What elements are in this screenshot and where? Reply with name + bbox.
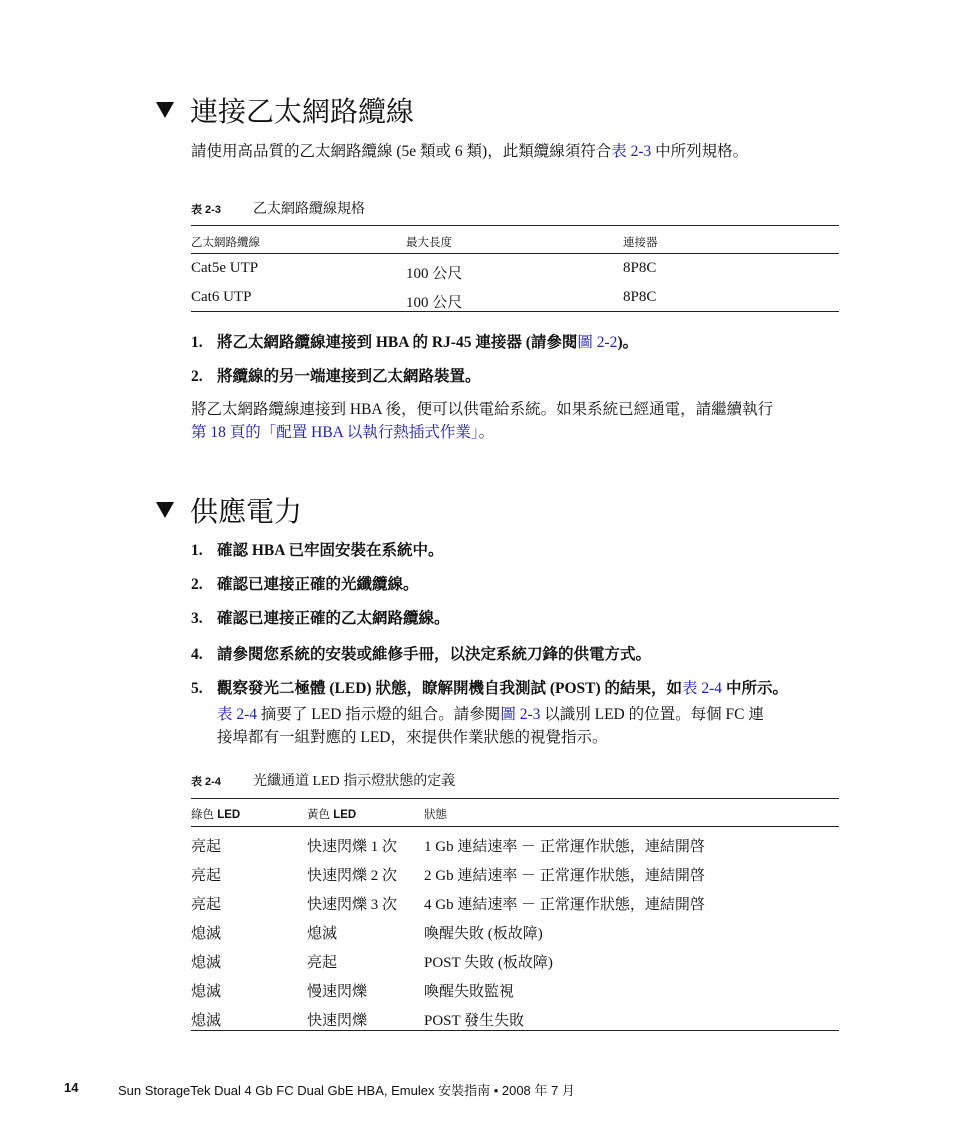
table-cell: 亮起 [307,955,338,971]
table-2-3-link[interactable]: 表 2-3 [611,143,652,160]
table-cell: 熄滅 [191,984,222,1000]
table-cell: 2 Gb 連結速率 － 正常運作狀態，連結開啓 [424,868,705,884]
table-cell: 8P8C [623,260,657,276]
table-caption: 表 2-4 光纖通道 LED 指示燈狀態的定義 [191,774,456,789]
table-header-cell: 乙太網路纜線 [191,237,260,249]
section-heading-power [156,490,302,530]
table-cell: 1 Gb 連結速率 － 正常運作狀態，連結開啓 [424,839,705,855]
table-cell: 熄滅 [307,926,338,942]
section-title: 連接乙太網路纜線 [190,97,415,128]
step-item: 2. 將纜線的另一端連接到乙太網路裝置。 [191,368,481,385]
table-cell: 快速閃爍 1 次 [307,839,398,855]
step-item: 4. 請參閱您系統的安裝或維修手冊，以決定系統刀鋒的供電方式。 [191,646,652,663]
table-cell: 亮起 [191,868,222,884]
triangle-bullet-icon [156,502,174,518]
table-cell: 4 Gb 連結速率 － 正常運作狀態，連結開啓 [424,897,705,913]
table-cell: 快速閃爍 2 次 [307,868,398,884]
step-item: 5. 觀察發光二極體 (LED) 狀態，瞭解開機自我測試 (POST) 的結果，如表 2-4 中所示。 [191,680,788,697]
table-header-rule [191,253,839,254]
table-cell: 100 公尺 [406,266,463,282]
table-cell: 熄滅 [191,955,222,971]
table-cell: 慢速閃爍 [307,984,368,1000]
table-header-cell: 綠色 LED [191,809,241,821]
table-top-rule [191,798,839,799]
step-item: 1. 確認 HBA 已牢固安裝在系統中。 [191,542,444,559]
step-item: 3. 確認已連接正確的乙太網路纜線。 [191,610,450,627]
table-cell: 熄滅 [191,926,222,942]
table-cell: 亮起 [191,839,222,855]
table-cell: 喚醒失敗監視 [424,984,515,1000]
section-intro: 請使用高品質的乙太網路纜線 (5e 類或 6 類)，此類纜線須符合表 2-3 中所列規格。 [191,143,749,160]
step-note: 表 2-4 摘要了 LED 指示燈的組合。請參閱圖 2-3 以識別 LED 的位置。每個 FC 連 接埠都有一組對應的 LED，來提供作業狀態的視覺指示。 [217,706,764,746]
hot-plug-link[interactable]: 第 18 頁的「配置 HBA 以執行熱插式作業」 [191,424,479,441]
page-number: 14 [64,1080,79,1095]
table-cell: POST 發生失敗 [424,1013,525,1029]
figure-2-3-link[interactable]: 圖 2-3 [500,706,541,723]
table-cell: 快速閃爍 [307,1013,368,1029]
table-cell: 亮起 [191,897,222,913]
section-title: 供應電力 [190,497,303,528]
table-cell: POST 失敗 (板故障) [424,955,553,971]
table-cell: Cat6 UTP [191,289,252,305]
step-item: 1. 將乙太網路纜線連接到 HBA 的 RJ-45 連接器 (請參閱圖 2-2)。 [191,334,639,351]
table-cell: 熄滅 [191,1013,222,1029]
figure-2-2-link[interactable]: 圖 2-2 [577,334,618,351]
table-top-rule [191,225,839,226]
table-cell: 快速閃爍 3 次 [307,897,398,913]
table-cell: 100 公尺 [406,295,463,311]
table-header-cell: 黃色 LED [307,809,357,821]
step-item: 2. 確認已連接正確的光纖纜線。 [191,576,419,593]
table-header-cell: 狀態 [424,809,447,821]
table-cell: 8P8C [623,289,657,305]
section-heading-ethernet [156,90,414,130]
table-header-cell: 連接器 [623,237,658,249]
table-header-cell: 最大長度 [406,237,452,249]
table-caption: 表 2-3 乙太網路纜線規格 [191,202,365,217]
table-header-rule [191,826,839,827]
table-bottom-rule [191,1030,839,1031]
table-bottom-rule [191,311,839,312]
table-2-4-link[interactable]: 表 2-4 [217,706,258,723]
triangle-bullet-icon [156,102,174,118]
paragraph: 將乙太網路纜線連接到 HBA 後，便可以供電給系統。如果系統已經通電，請繼續執行 第 18 頁的「配置 HBA 以執行熱插式作業」。 [191,401,774,441]
table-2-4-link[interactable]: 表 2-4 [682,680,723,697]
table-cell: Cat5e UTP [191,260,259,276]
table-cell: 喚醒失敗 (板故障) [424,926,543,942]
footer-text: Sun StorageTek Dual 4 Gb FC Dual GbE HBA, Emulex 安裝指南 • 2008 年 7 月 [118,1083,575,1098]
